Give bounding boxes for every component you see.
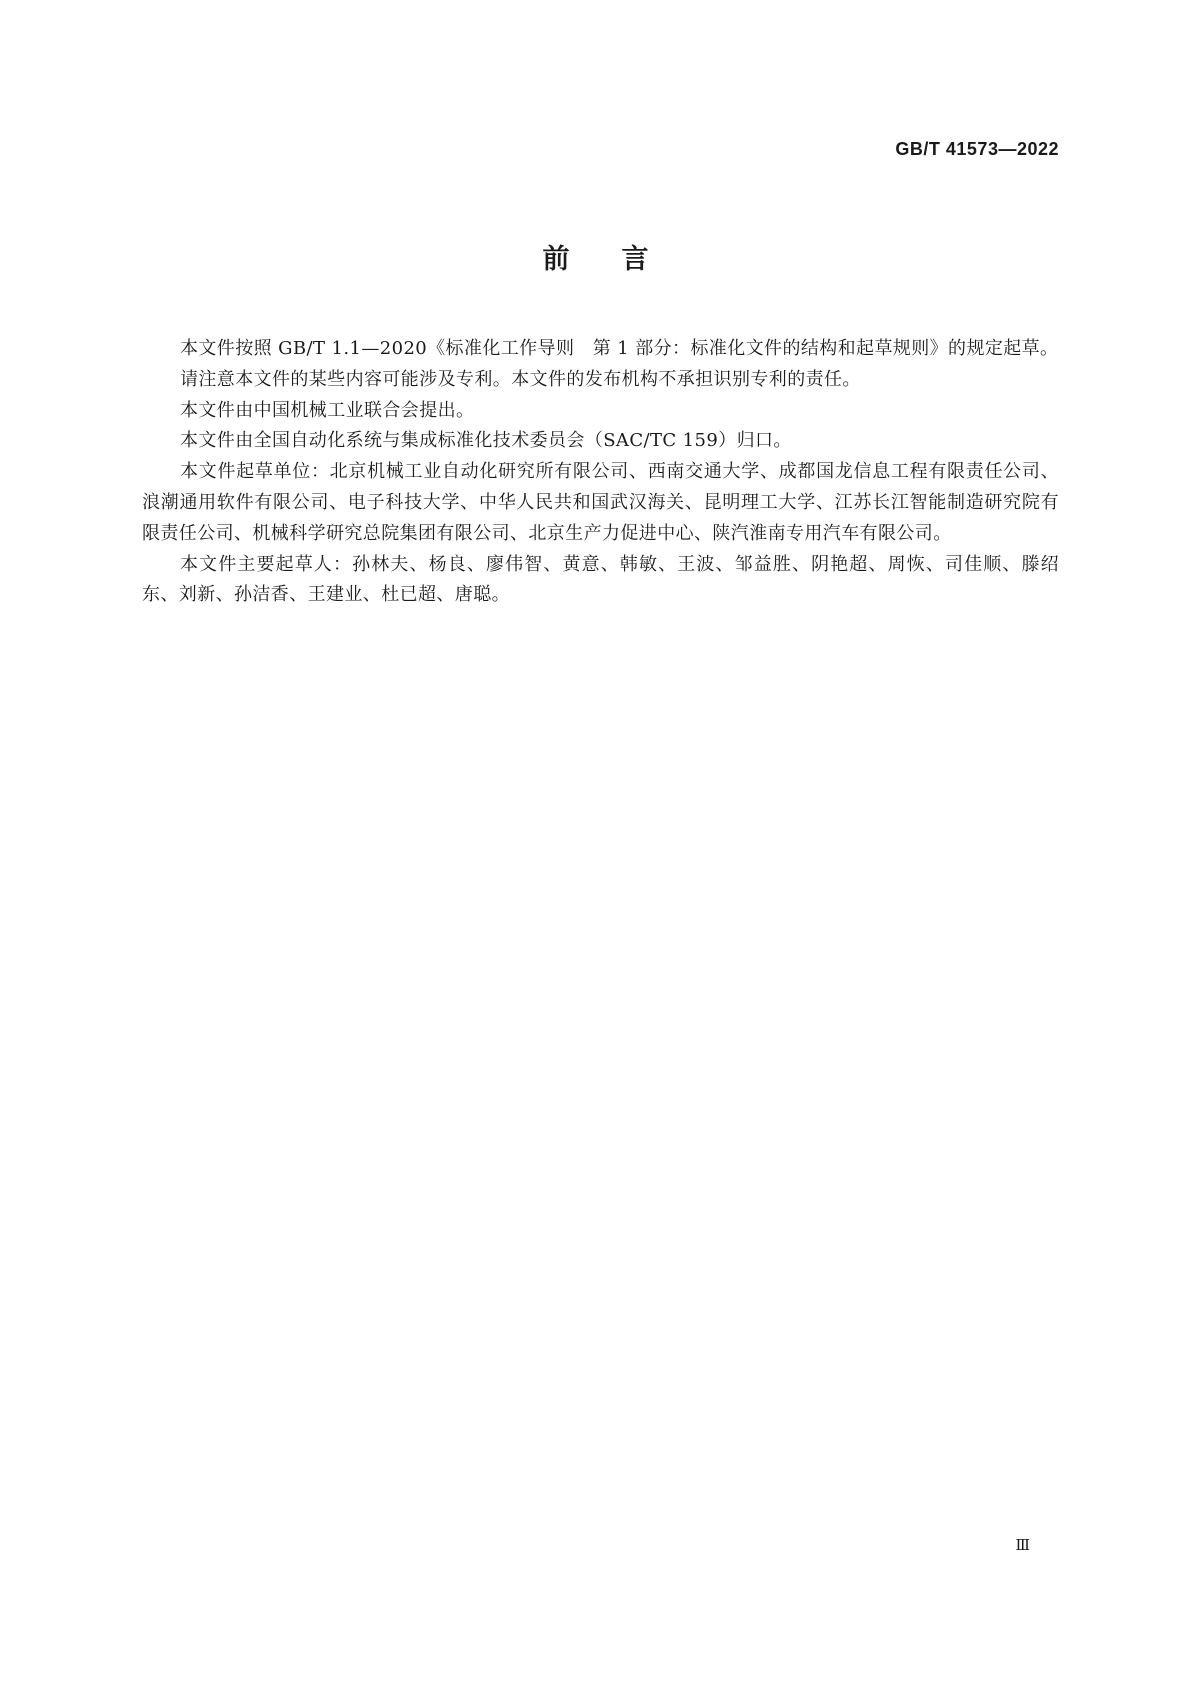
paragraph-proposer: 本文件由中国机械工业联合会提出。 <box>180 399 475 421</box>
paragraph-patent-notice: 请注意本文件的某些内容可能涉及专利。本文件的发布机构不承担识别专利的责任。 <box>180 368 861 390</box>
page-number: Ⅲ <box>1015 1536 1030 1554</box>
standard-number: GB/T 41573—2022 <box>895 139 1059 159</box>
paragraph-drafters: 本文件主要起草人：孙林夫、杨良、廖伟智、黄意、韩敏、王波、邹益胜、阴艳超、周恢、司佳顺、滕绍东、刘新、孙洁香、王建业、杜已超、唐聪。 <box>142 553 1059 606</box>
paragraph-drafting-units: 本文件起草单位：北京机械工业自动化研究所有限公司、西南交通大学、成都国龙信息工程有限责任公司、浪潮通用软件有限公司、电子科技大学、中华人民共和国武汉海关、昆明理工大学、江苏长江智能制造研究院有限责任公司、机械科学研究总院集团有限公司、北京生产力促进中心、陕汽淮南专用汽车有限公司。 <box>142 461 1059 544</box>
paragraph-technical-committee: 本文件由全国自动化系统与集成标准化技术委员会（SAC/TC 159）归口。 <box>180 430 792 452</box>
page-title: 前言 <box>542 244 701 275</box>
foreword-body <box>142 334 1059 611</box>
paragraph-drafting-basis: 本文件按照 GB/T 1.1—2020《标准化工作导则 第 1 部分：标准化文件的结构和起草规则》的规定起草。 <box>180 338 1059 359</box>
